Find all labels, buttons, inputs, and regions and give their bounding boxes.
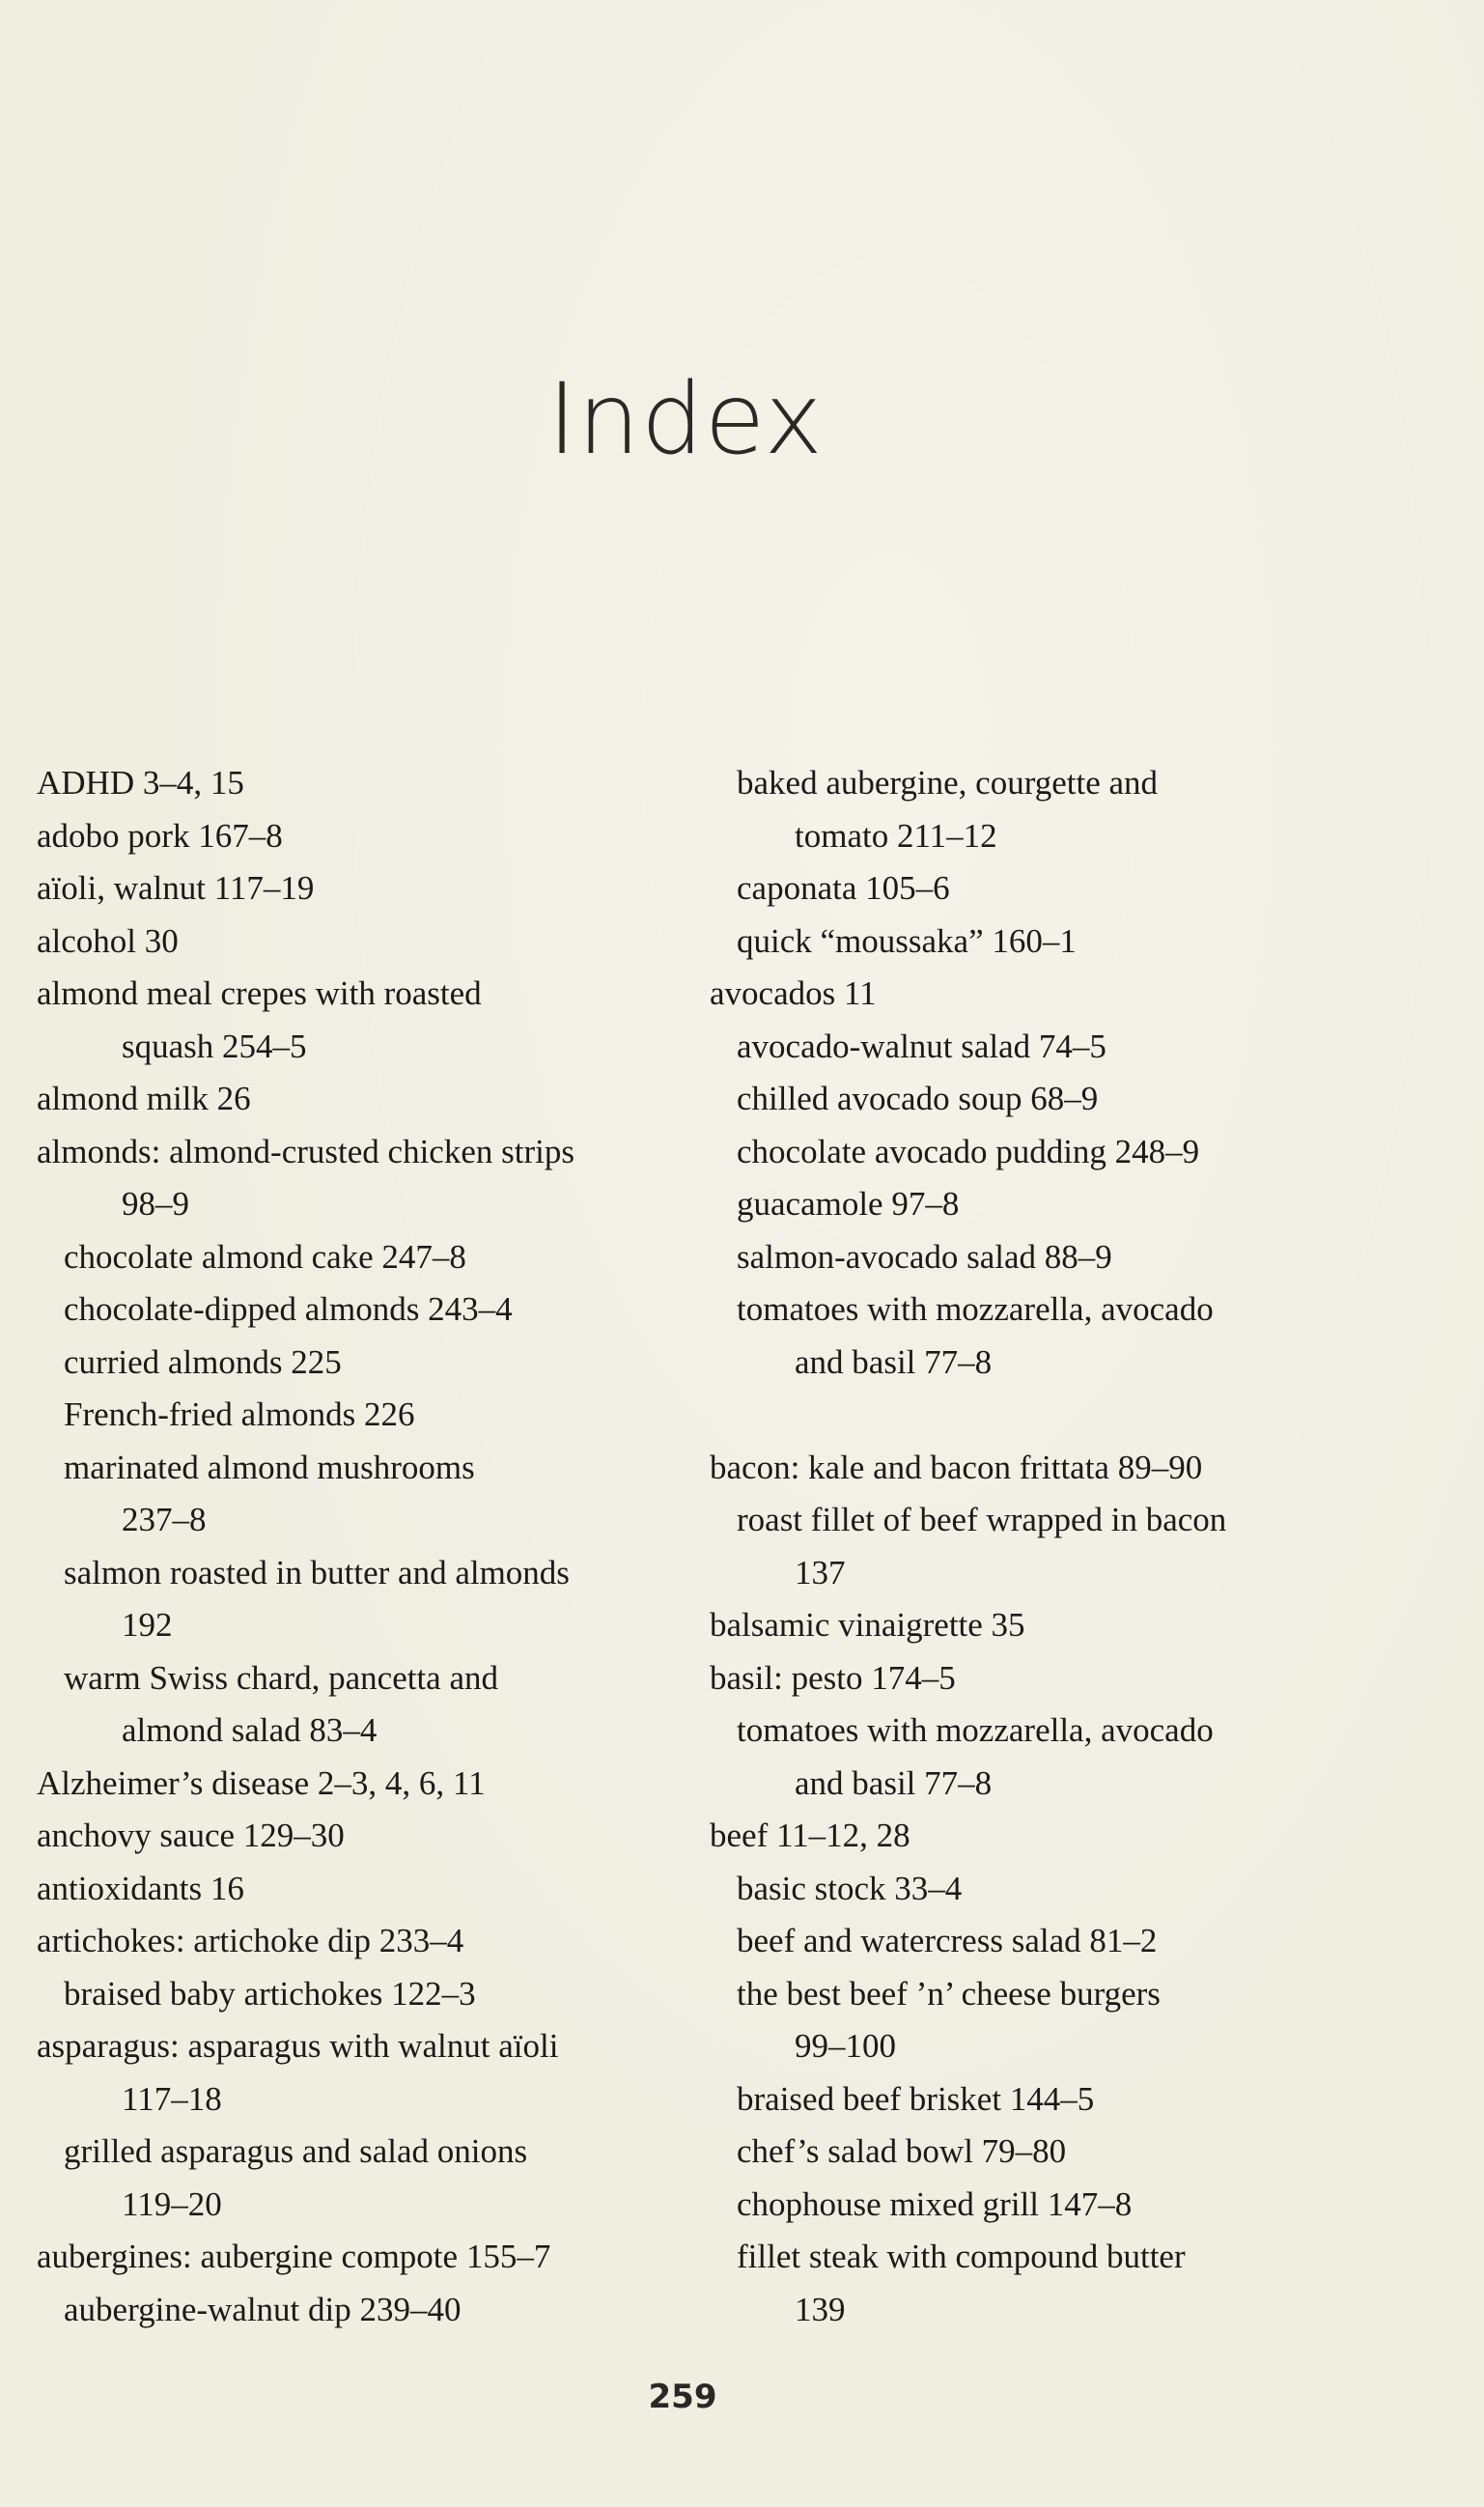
index-entry-continuation: almond salad 83–4 (122, 1711, 378, 1749)
index-entry-continuation: 137 (795, 1553, 846, 1592)
index-subentry: tomatoes with mozzarella, avocado (737, 1711, 1214, 1749)
index-entry: balsamic vinaigrette 35 (710, 1606, 1025, 1644)
index-subentry: quick “moussaka” 160–1 (737, 921, 1077, 960)
index-entry: alcohol 30 (37, 921, 179, 960)
index-entry-continuation: and basil 77–8 (795, 1342, 993, 1381)
index-subentry: beef and watercress salad 81–2 (737, 1922, 1158, 1959)
index-subentry: chophouse mixed grill 147–8 (737, 2184, 1133, 2223)
index-subentry: guacamole 97–8 (737, 1185, 960, 1223)
index-subentry: salmon-avocado salad 88–9 (737, 1237, 1112, 1276)
index-entry: Alzheimer’s disease 2–3, 4, 6, 11 (37, 1763, 486, 1802)
index-subentry: marinated almond mushrooms (64, 1448, 475, 1486)
index-entry-continuation: and basil 77–8 (795, 1763, 993, 1802)
index-subentry: basic stock 33–4 (737, 1869, 963, 1907)
index-subentry: chocolate almond cake 247–8 (64, 1237, 466, 1276)
index-subentry: caponata 105–6 (737, 869, 950, 907)
index-entry: bacon: kale and bacon frittata 89–90 (710, 1448, 1203, 1486)
index-column-left (37, 757, 693, 2336)
index-subentry: chef’s salad bowl 79–80 (737, 2132, 1067, 2170)
letter-group-spacer (710, 1389, 1366, 1442)
index-subentry: chocolate-dipped almonds 243–4 (64, 1290, 513, 1328)
index-entry: avocados 11 (710, 974, 877, 1012)
index-subentry: warm Swiss chard, pancetta and (64, 1658, 498, 1697)
index-subentry: aubergine-walnut dip 239–40 (64, 2290, 462, 2328)
index-entry-continuation: 139 (795, 2290, 846, 2328)
index-subentry: French-fried almonds 226 (64, 1395, 415, 1433)
index-entry-continuation: 119–20 (122, 2184, 222, 2223)
index-entry: almonds: almond-crusted chicken strips (37, 1132, 574, 1170)
index-subentry: braised beef brisket 144–5 (737, 2079, 1095, 2118)
page-number: 259 (648, 2378, 717, 2416)
index-column-right (710, 757, 1366, 2336)
index-entry: almond milk 26 (37, 1080, 251, 1117)
index-entry: basil: pesto 174–5 (710, 1658, 956, 1697)
index-entry-continuation: 99–100 (795, 2027, 896, 2065)
index-subentry: salmon roasted in butter and almonds (64, 1553, 570, 1592)
index-subentry: the best beef ’n’ cheese burgers (737, 1974, 1161, 2013)
index-entry: artichokes: artichoke dip 233–4 (37, 1922, 464, 1959)
index-subentry: baked aubergine, courgette and (737, 764, 1159, 802)
index-subentry: chocolate avocado pudding 248–9 (737, 1132, 1200, 1170)
index-entry: anchovy sauce 129–30 (37, 1817, 345, 1854)
index-entry: ADHD 3–4, 15 (37, 764, 244, 802)
index-entry-continuation: 117–18 (122, 2079, 222, 2118)
index-subentry: chilled avocado soup 68–9 (737, 1080, 1099, 1117)
index-entry: asparagus: asparagus with walnut aïoli (37, 2027, 559, 2065)
index-entry: almond meal crepes with roasted (37, 974, 482, 1012)
index-entry: adobo pork 167–8 (37, 816, 283, 855)
index-entry: antioxidants 16 (37, 1869, 244, 1907)
index-subentry: fillet steak with compound butter (737, 2238, 1186, 2275)
index-entry: beef 11–12, 28 (710, 1817, 910, 1854)
index-subentry: grilled asparagus and salad onions (64, 2132, 528, 2170)
index-subentry: roast fillet of beef wrapped in bacon (737, 1501, 1227, 1538)
index-subentry: tomatoes with mozzarella, avocado (737, 1290, 1214, 1328)
index-entry: aïoli, walnut 117–19 (37, 869, 315, 907)
index-entry-continuation: squash 254–5 (122, 1027, 307, 1065)
index-subentry: braised baby artichokes 122–3 (64, 1974, 476, 2013)
index-entry: aubergines: aubergine compote 155–7 (37, 2238, 551, 2275)
index-entry-continuation: 192 (122, 1606, 173, 1644)
index-entry-continuation: 237–8 (122, 1501, 207, 1538)
index-entry-continuation: 98–9 (122, 1185, 189, 1223)
page-title: Index (547, 362, 824, 477)
index-subentry: curried almonds 225 (64, 1342, 342, 1381)
index-subentry: avocado-walnut salad 74–5 (737, 1027, 1106, 1065)
index-entry-continuation: tomato 211–12 (795, 816, 997, 855)
